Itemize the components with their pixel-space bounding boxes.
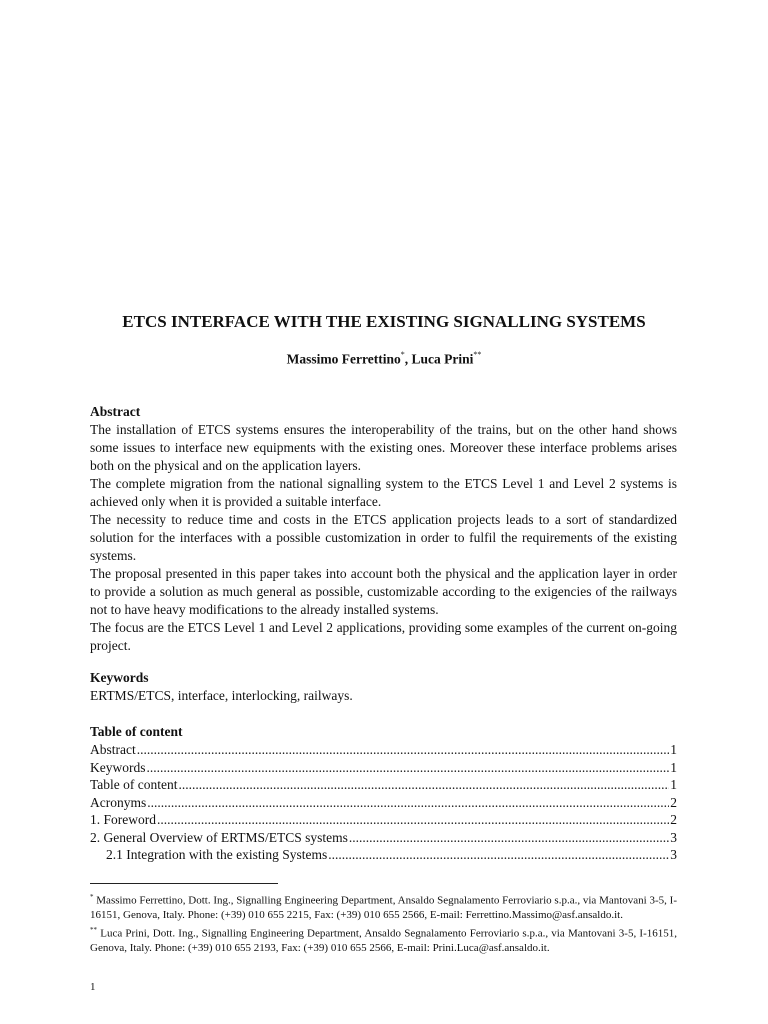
footnote	[90, 890, 677, 923]
table-of-content	[90, 723, 677, 864]
author-footnote-mark: *	[400, 350, 405, 359]
toc-entry-label: Acronyms	[90, 794, 147, 810]
toc-leader-dots	[147, 794, 669, 812]
footnote-text: Luca Prini, Dott. Ing., Signalling Engineering Department, Ansaldo Segnalamento Ferroviario s.p.a., via Mantovani 3-5, I-16151, Genova, Italy. Phone: (+39) 010 655 2193, Fax: (+39) 010 655 2566, E-mail: Prini.Luca@asf.ansaldo.it.	[90, 927, 678, 954]
author-line	[0, 351, 768, 368]
toc-leader-dots	[147, 759, 670, 777]
abstract-section	[90, 403, 677, 655]
toc-entry[interactable]	[90, 776, 677, 794]
toc-entry-label: 2. General Overview of ERTMS/ETCS systems	[90, 829, 348, 845]
footnotes	[90, 890, 677, 955]
author-footnote-mark: **	[473, 350, 482, 359]
abstract-paragraph: The focus are the ETCS Level 1 and Level 2 applications, providing some examples of the current on-going project.	[90, 620, 677, 653]
toc-subentry[interactable]	[90, 846, 677, 864]
author-name: Massimo Ferrettino	[286, 351, 401, 367]
toc-leader-dots	[137, 741, 670, 759]
toc-leader-dots	[179, 776, 670, 794]
page-number: 1	[90, 981, 96, 993]
toc-entry-label: Keywords	[90, 759, 146, 775]
abstract-paragraph: The proposal presented in this paper takes into account both the physical and the application layer in order to provide a solution as much general as possible, customizable according to the exigencies of the railways not to have heavy modifications to the already installed systems.	[90, 566, 677, 617]
toc-entry-label: 1. Foreword	[90, 812, 156, 827]
keywords-section	[90, 669, 677, 705]
toc-entry[interactable]	[90, 811, 677, 829]
toc-entry[interactable]	[90, 794, 677, 812]
paper-title: ETCS INTERFACE WITH THE EXISTING SIGNALLING SYSTEMS	[122, 312, 646, 331]
footnote	[90, 923, 677, 956]
toc-entry-page: 2	[670, 812, 677, 827]
author-separator: ,	[404, 351, 412, 367]
footnote-mark: *	[90, 893, 94, 901]
toc-entry[interactable]	[90, 741, 677, 759]
toc-entry-label: Abstract	[90, 742, 136, 757]
toc-entry[interactable]	[90, 829, 677, 847]
toc-entry-page: 1	[670, 759, 677, 775]
footnote-text: Massimo Ferrettino, Dott. Ing., Signalling Engineering Department, Ansaldo Segnalamento Ferroviario s.p.a., via Mantovani 3-5, I-16151, Genova, Italy. Phone: (+39) 010 655 2215, Fax: (+39) 010 655 2566, E-mail: Ferrettino.Massimo@asf.ansaldo.it.	[90, 894, 678, 922]
toc-entry-page: 3	[670, 847, 677, 862]
keywords-text: ERTMS/ETCS, interface, interlocking, railways.	[90, 688, 353, 703]
toc-entry-page: 2	[670, 794, 677, 810]
toc-entry-page: 1	[670, 742, 677, 757]
toc-entry-page: 1	[670, 777, 677, 792]
toc-leader-dots	[328, 846, 669, 864]
abstract-paragraph: The complete migration from the national signalling system to the ETCS Level 1 and Level 2 systems is achieved only when it is provided a suitable interface.	[90, 476, 677, 509]
toc-leader-dots	[349, 829, 669, 847]
toc-entry-label: 2.1 Integration with the existing Systems	[106, 847, 328, 862]
toc-entry[interactable]	[90, 759, 677, 777]
footnote-divider	[90, 883, 278, 884]
toc-entry-page: 3	[670, 829, 677, 845]
toc-heading: Table of content	[90, 724, 183, 739]
keywords-heading: Keywords	[90, 670, 149, 685]
abstract-paragraph: The installation of ETCS systems ensures the interoperability of the trains, but on the other hand shows some issues to interface new equipments with the existing ones. Moreover these interface problems arises both on the physical and on the application layers.	[90, 422, 677, 473]
toc-entry-label: Table of content	[90, 777, 178, 792]
abstract-heading: Abstract	[90, 404, 141, 419]
footnote-mark: **	[90, 925, 97, 934]
toc-leader-dots	[157, 811, 669, 829]
abstract-paragraph: The necessity to reduce time and costs in the ETCS application projects leads to a sort of standardized solution for the interfaces with a possible customization in order to fulfil the requirements of the existing systems.	[90, 512, 677, 563]
author-name: Luca Prini	[411, 351, 474, 367]
